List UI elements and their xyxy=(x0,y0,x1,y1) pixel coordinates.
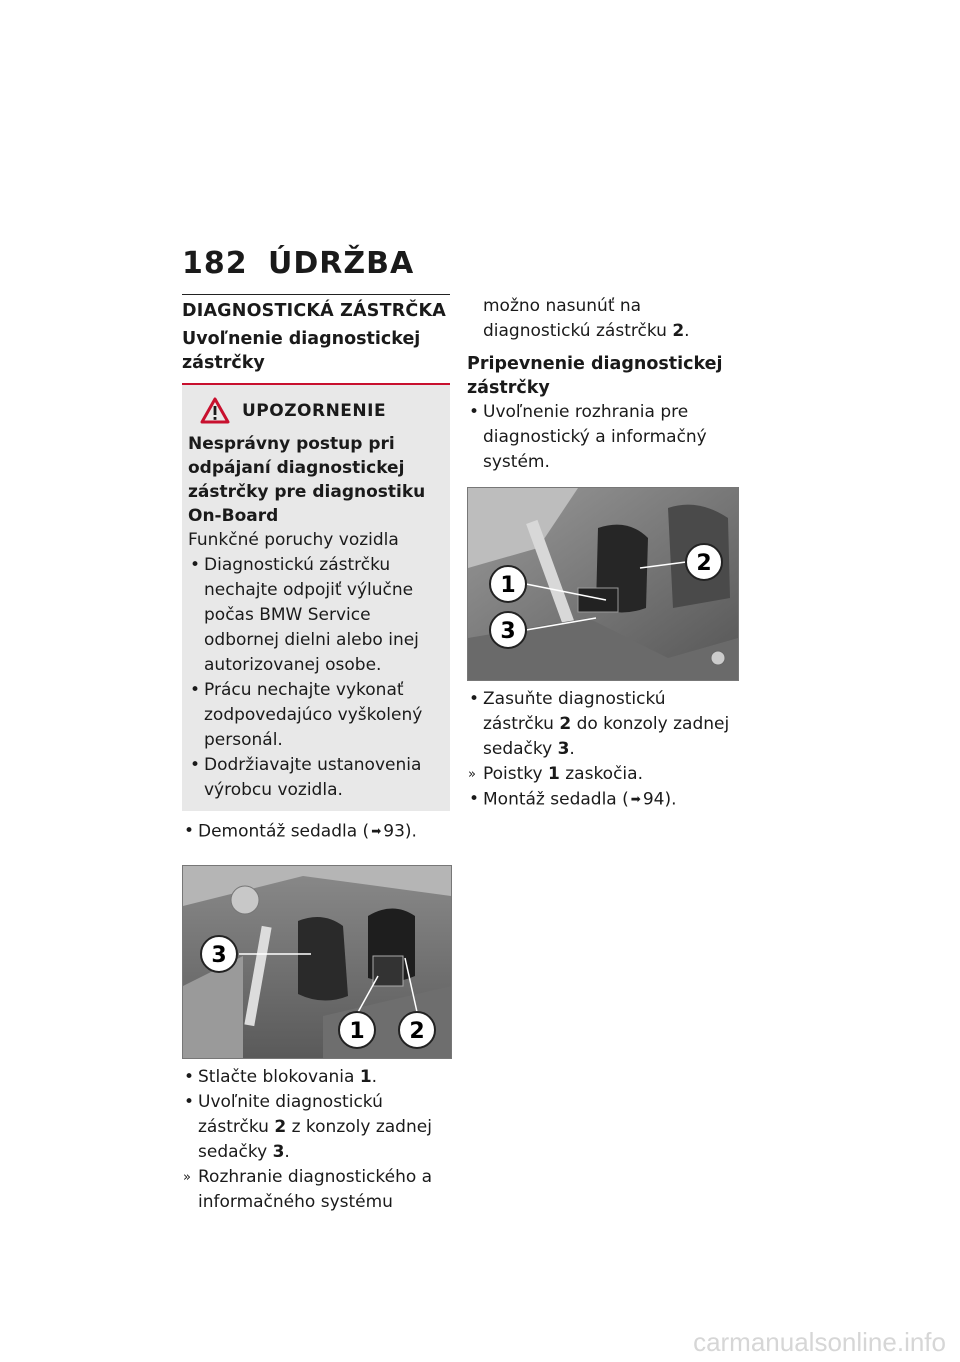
ref-number: 3 xyxy=(557,739,570,759)
step-text: Demontáž sedadla ( xyxy=(198,821,370,842)
ref-number: 1 xyxy=(359,1066,372,1087)
callout-label: 1 xyxy=(349,1018,365,1044)
step-text: Zasuňte diagnostickú zástrčku xyxy=(483,689,666,734)
step-insert-plug xyxy=(467,687,739,762)
step-mount-seat xyxy=(467,787,739,813)
callout-label: 2 xyxy=(696,551,712,576)
ref-number: 2 xyxy=(559,714,572,734)
arrow-right-icon: ➡ xyxy=(371,824,382,838)
right-column xyxy=(467,294,739,813)
callout-label: 1 xyxy=(500,573,516,598)
callout-label: 3 xyxy=(500,619,516,644)
step-text: . xyxy=(284,1141,290,1162)
warning-box xyxy=(182,385,450,811)
page-number: 182 xyxy=(182,246,248,281)
step-text: . xyxy=(684,321,690,341)
page-reference[interactable]: 94). xyxy=(642,789,677,810)
callout-label: 3 xyxy=(211,942,227,968)
warning-triangle-icon xyxy=(200,397,230,424)
ref-number: 3 xyxy=(272,1141,285,1162)
left-column xyxy=(182,294,450,1215)
chapter-title: ÚDRŽBA xyxy=(268,246,415,281)
step-text: zaskočia. xyxy=(559,764,643,784)
photo-diagnostic-plug-mount xyxy=(467,487,739,681)
continued-text xyxy=(467,294,739,344)
result-item: » Rozhranie diagnostického a informačného systému xyxy=(182,1165,450,1215)
warning-title: Nesprávny postup pri odpájaní diagnostickej zástrčky pre diagnostiku On-Board xyxy=(188,434,426,526)
ref-number: 2 xyxy=(672,321,685,341)
callout-label: 2 xyxy=(409,1018,425,1044)
step-text: Stlačte blokovania xyxy=(198,1066,360,1087)
subsection-title: Uvoľnenie diagnostickej zástrčky xyxy=(182,329,421,373)
step-text: Montáž sedadla ( xyxy=(483,789,629,810)
page-reference[interactable]: 93). xyxy=(383,821,417,842)
ref-number: 1 xyxy=(548,764,560,784)
watermark: carmanualsonline.info xyxy=(693,1327,946,1357)
page-header xyxy=(182,246,414,281)
warning-header xyxy=(188,397,444,424)
step-text: do konzoly zadnej sedačky xyxy=(483,714,730,759)
step-text: . xyxy=(371,1066,378,1087)
step-press-locks xyxy=(182,1065,450,1090)
step-release-plug xyxy=(182,1090,450,1165)
step-text: Uvoľnite diagnostickú zástrčku xyxy=(198,1091,383,1137)
ref-number: 2 xyxy=(274,1116,287,1137)
list-item: • Diagnostickú zástrčku nechajte odpojiť výlučne počas BMW Service odbornej dielni alebo inej autorizovanej osobe. xyxy=(188,553,444,678)
result-item xyxy=(467,762,739,787)
step-release-interface: • Uvoľnenie rozhrania pre diagnostický a informačný systém. xyxy=(467,400,739,475)
step-text: z konzoly zadnej sedačky xyxy=(198,1116,432,1162)
section-title: DIAGNOSTICKÁ ZÁSTRČKA xyxy=(182,294,450,321)
photo-diagnostic-plug-release xyxy=(182,865,452,1059)
subsection-title: Pripevnenie diagnostickej zástrčky xyxy=(467,354,723,398)
list-item: • Prácu nechajte vykonať zodpovedajúco vyškolený personál. xyxy=(188,678,444,753)
step-text: . xyxy=(569,739,575,759)
warning-label: UPOZORNENIE xyxy=(242,400,387,421)
step-remove-seat xyxy=(182,819,450,845)
arrow-right-icon: ➡ xyxy=(630,792,641,806)
step-text: Poistky xyxy=(483,764,548,784)
step-text: možno nasunúť na diagnostickú zástrčku xyxy=(483,296,673,341)
warning-consequence: Funkčné poruchy vozidla xyxy=(188,530,399,550)
list-item: • Dodržiavajte ustanovenia výrobcu vozidla. xyxy=(188,753,444,803)
